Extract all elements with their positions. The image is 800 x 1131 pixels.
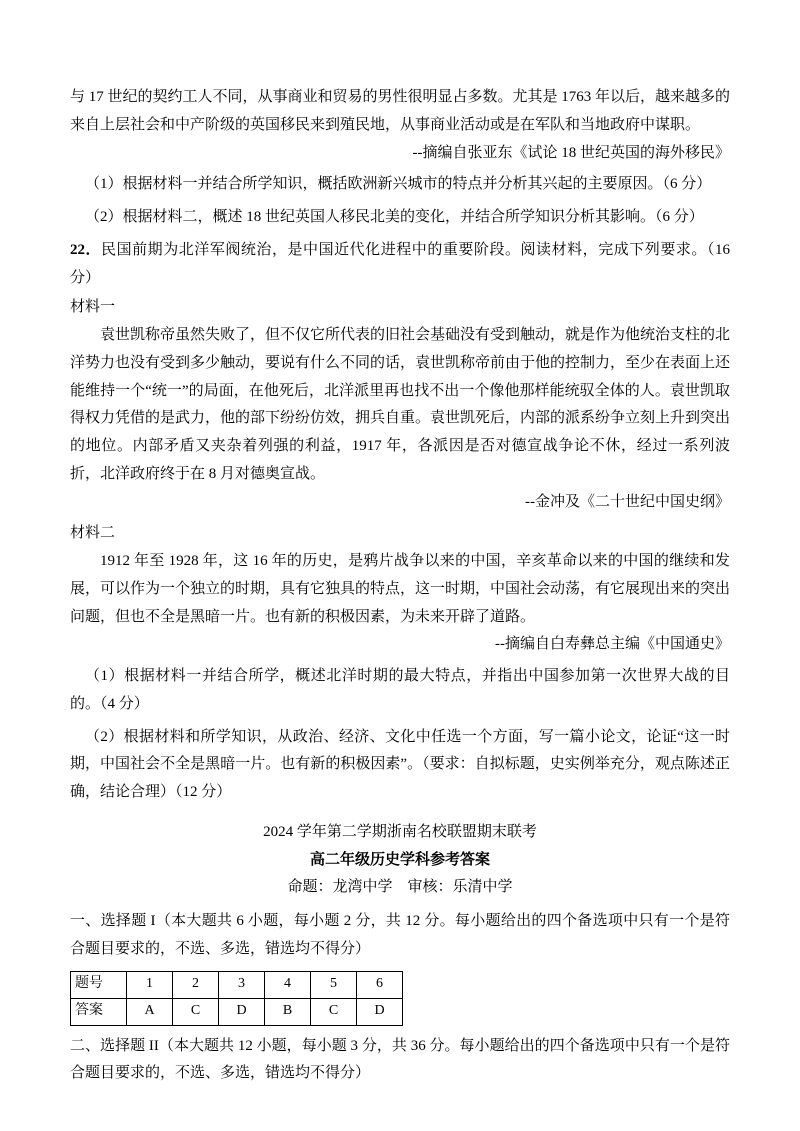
section2-heading: 二、选择题 II（本大题共 12 小题，每小题 3 分，共 36 分。每小题给出的四个备选项中只有一个是符合题目要求的，不选、多选，错选均不得分） [70, 1037, 730, 1082]
answer-table-row2-label: 答案 [71, 998, 127, 1025]
answer-table-answer-cell: C [311, 998, 357, 1025]
answer-table-number-cell: 2 [173, 971, 219, 998]
answer-table-answer-cell: D [219, 998, 265, 1025]
credits-line: 命题：龙湾中学 审核：乐清中学 [287, 879, 513, 896]
q22-material2-text: 1912 年至 1928 年，这 16 年的历史，是鸦片战争以来的中国，辛亥革命以来的中国的继续和发展，可以作为一个独立的时期，具有它独具的特点，这一时期，中国社会动荡，有它展现出来的突出问题，但也不全是黑暗一片。也有新的积极因素，为未来开辟了道路。 [70, 553, 731, 625]
answer-table-answer-row [71, 998, 403, 1025]
answer-table-number-cell: 1 [127, 971, 173, 998]
answer-table-number-row [71, 971, 403, 998]
q21-subquestion-2: （2）根据材料二，概述 18 世纪英国人移民北美的变化，并结合所学知识分析其影响。（6 分） [85, 209, 704, 225]
answer-table [70, 971, 403, 1026]
q22-material1-source: --金冲及《二十世纪中国史纲》 [525, 493, 730, 510]
q21-source-citation: --摘编自张亚东《试论 18 世纪英国的海外移民》 [412, 144, 730, 161]
q22-stem [70, 237, 730, 293]
answer-table-answer-cell: B [265, 998, 311, 1025]
answer-table-number-cell: 3 [219, 971, 265, 998]
q22-material2-label: 材料二 [70, 525, 116, 542]
answer-table-row1-label: 题号 [71, 971, 127, 998]
q22-material2-source: --摘编自白寿彝总主编《中国通史》 [495, 636, 730, 653]
answer-table-answer-cell: A [127, 998, 173, 1025]
q21-subquestion-1: （1）根据材料一并结合所学知识，概括欧洲新兴城市的特点并分析其兴起的主要原因。（6 分） [85, 176, 712, 193]
section1-heading: 一、选择题 I（本大题共 6 小题，每小题 2 分，共 12 分。每小题给出的四个备选项中只有一个是符合题目要求的，不选、多选，错选均不得分） [70, 913, 730, 957]
q22-stem-text: 民国前期为北洋军阀统治，是中国近代化进程中的重要阶段。阅读材料，完成下列要求。（16 分） [70, 241, 730, 286]
answer-table-number-cell: 6 [357, 971, 403, 998]
answer-table-answer-cell: D [357, 998, 403, 1025]
answer-table-number-cell: 5 [311, 971, 357, 998]
q22-subquestion-1: （1）根据材料一并结合所学，概述北洋时期的最大特点，并指出中国参加第一次世界大战的目的。（4 分） [70, 668, 730, 712]
answer-key-title: 高二年级历史学科参考答案 [309, 851, 490, 868]
answer-table-answer-cell: C [173, 998, 219, 1025]
answer-table-number-cell: 4 [265, 971, 311, 998]
q22-material1-text: 袁世凯称帝虽然失败了，但不仅它所代表的旧社会基础没有受到触动，就是作为他统治支柱的北洋势力也没有受到多少触动，要说有什么不同的话，袁世凯称帝前由于他的控制力，至少在表面上还能维持一个“统一”的局面，在他死后，北洋派里再也找不出一个像他那样能统驭全体的人。袁世凯取得权力凭借的是武力，他的部下纷纷仿效，拥兵自重。袁世凯死后，内部的派系纷争立刻上升到突出的地位。内部矛盾又夹杂着列强的利益，1917 年，各派因是否对德宣战争论不休，经过一系列波折，北洋政府终于在 8 月对德奥宣战。 [70, 327, 731, 482]
q22-material1-label: 材料一 [70, 299, 116, 316]
exam-title: 2024 学年第二学期浙南名校联盟期末联考 [263, 823, 537, 840]
q22-subquestion-2: （2）根据材料和所学知识，从政治、经济、文化中任选一个方面，写一篇小论文，论证“这一时期，中国社会不全是黑暗一片。也有新的积极因素”。（要求：自拟标题，史实例举充分，观点陈述正确，结论合理）（12 分） [70, 728, 730, 800]
q22-number: 22． [70, 241, 102, 258]
q21-material-continuation: 与 17 世纪的契约工人不同，从事商业和贸易的男性很明显占多数。尤其是 1763 年以后，越来越多的来自上层社会和中产阶级的英国移民来到殖民地，从事商业活动或是在军队和当地政府中谋职。 [70, 89, 731, 133]
